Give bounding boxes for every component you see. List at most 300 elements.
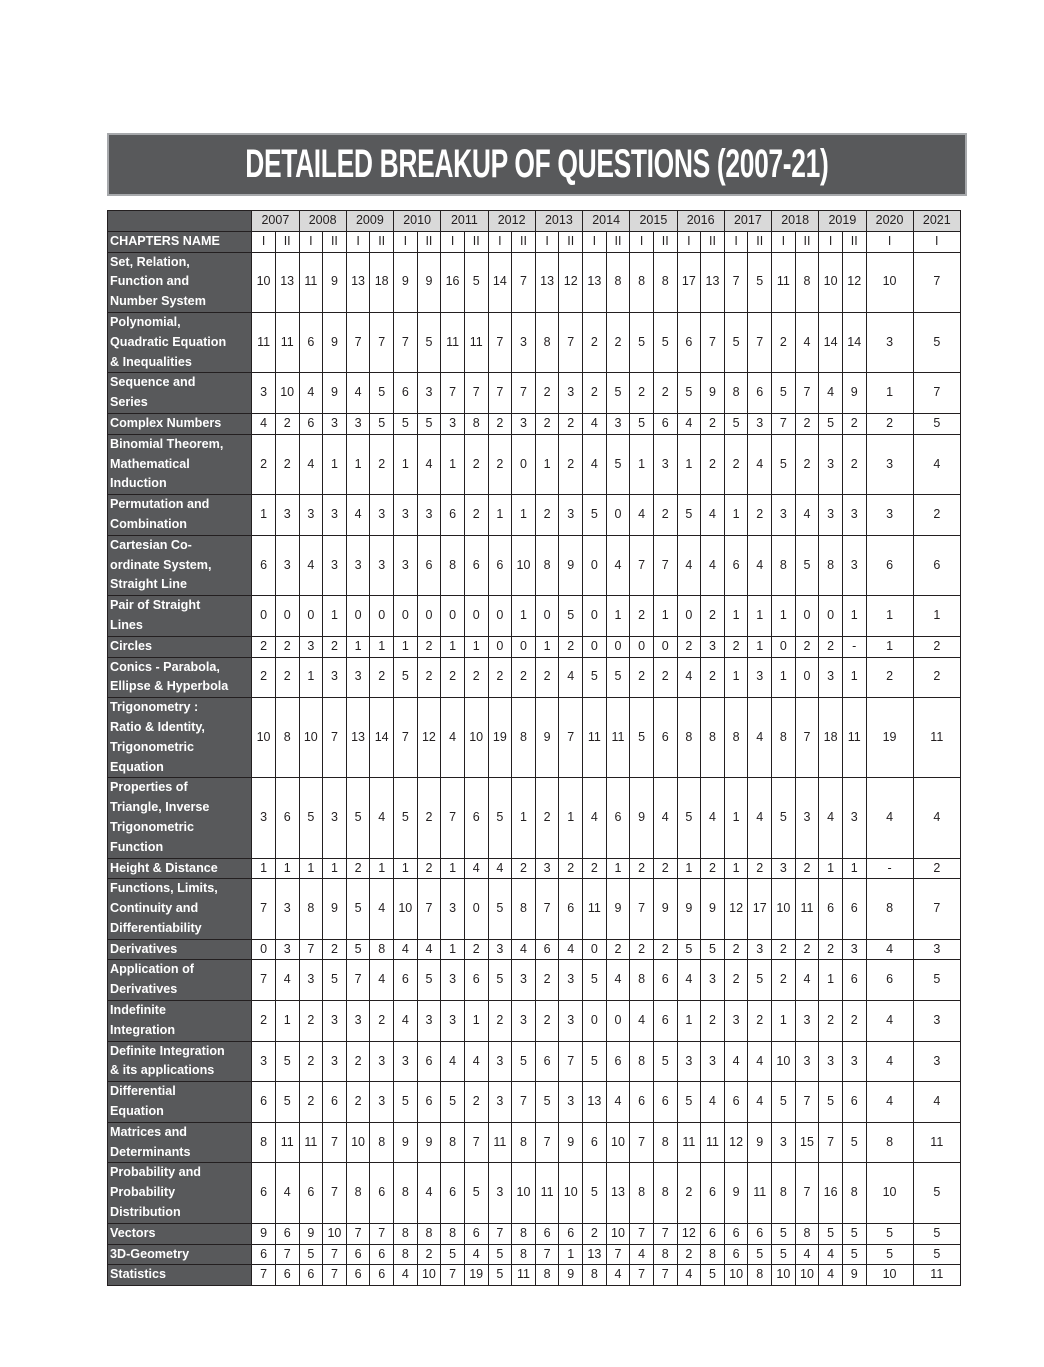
question-count: 7	[323, 1244, 347, 1265]
question-count: 8	[583, 1265, 607, 1286]
question-count: 8	[512, 1122, 536, 1163]
table-row	[108, 657, 961, 698]
question-count: 9	[417, 1122, 441, 1163]
question-count: 4	[559, 939, 583, 960]
question-count: 3	[559, 495, 583, 536]
question-count: 1	[346, 434, 370, 494]
question-count: 2	[653, 495, 677, 536]
question-count: 3	[748, 657, 772, 698]
question-count: 3	[842, 1041, 866, 1082]
table-row	[108, 1041, 961, 1082]
question-count: 4	[394, 1001, 418, 1042]
question-count: 7	[701, 312, 725, 372]
question-count: 10	[394, 879, 418, 939]
question-count: 11	[913, 1122, 960, 1163]
paper-label: I	[724, 231, 748, 252]
question-count: 6	[653, 413, 677, 434]
question-count: 3	[701, 1041, 725, 1082]
question-count: 4	[913, 434, 960, 494]
question-count: 2	[842, 413, 866, 434]
question-count: 8	[701, 1244, 725, 1265]
question-count: 11	[252, 312, 276, 372]
question-count: 2	[630, 939, 654, 960]
question-count: 6	[370, 1244, 394, 1265]
question-count: 8	[512, 1223, 536, 1244]
paper-label: I	[488, 231, 512, 252]
table-row	[108, 312, 961, 372]
question-count: 3	[441, 879, 465, 939]
question-count: 1	[299, 657, 323, 698]
question-count: 1	[299, 858, 323, 879]
question-count: 5	[772, 434, 796, 494]
question-count: 19	[464, 1265, 488, 1286]
question-count: 6	[488, 535, 512, 595]
question-count: 7	[630, 535, 654, 595]
question-count: 6	[842, 1082, 866, 1123]
question-count: 7	[370, 1223, 394, 1244]
question-count: 8	[394, 1244, 418, 1265]
question-count: 2	[252, 434, 276, 494]
table-row	[108, 1001, 961, 1042]
question-count: 7	[913, 879, 960, 939]
question-count: 4	[748, 1082, 772, 1123]
question-count: 2	[583, 373, 607, 414]
question-count: 1	[394, 434, 418, 494]
paper-label: I	[677, 231, 701, 252]
question-count: 10	[346, 1122, 370, 1163]
table-row	[108, 1265, 961, 1286]
question-count: 1	[441, 858, 465, 879]
question-count: 6	[370, 1265, 394, 1286]
table-row	[108, 434, 961, 494]
question-count: 11	[299, 1122, 323, 1163]
table-row	[108, 495, 961, 536]
chapter-name: Statistics	[108, 1265, 252, 1286]
question-count: 7	[512, 1082, 536, 1123]
question-count: 2	[417, 778, 441, 858]
question-count: 4	[677, 657, 701, 698]
question-count: 2	[701, 596, 725, 637]
question-count: 1	[677, 434, 701, 494]
question-count: 11	[488, 1122, 512, 1163]
question-count: 3	[842, 778, 866, 858]
question-count: 8	[252, 1122, 276, 1163]
table-row	[108, 939, 961, 960]
question-count: 6	[275, 1223, 299, 1244]
question-count: 11	[275, 312, 299, 372]
question-count: 6	[842, 960, 866, 1001]
question-count: 2	[370, 657, 394, 698]
question-count: 3	[724, 1001, 748, 1042]
question-count: 3	[346, 535, 370, 595]
question-count: 4	[394, 1265, 418, 1286]
question-count: 3	[559, 960, 583, 1001]
question-count: 4	[488, 858, 512, 879]
question-count: 6	[464, 535, 488, 595]
question-count: 6	[252, 1082, 276, 1123]
question-count: 0	[464, 879, 488, 939]
question-count: 1	[512, 596, 536, 637]
question-count: 5	[842, 1122, 866, 1163]
question-count: 5	[819, 1223, 843, 1244]
question-count: 2	[653, 939, 677, 960]
question-count: 1	[464, 636, 488, 657]
question-count: 1	[275, 858, 299, 879]
question-count: 6	[417, 1041, 441, 1082]
question-count: 3	[819, 1041, 843, 1082]
question-count: 6	[748, 1223, 772, 1244]
question-count: 8	[866, 1122, 913, 1163]
question-count: 1	[724, 657, 748, 698]
question-count: 3	[394, 495, 418, 536]
question-count: 3	[819, 657, 843, 698]
question-count: 2	[299, 1001, 323, 1042]
question-count: 6	[299, 312, 323, 372]
question-count: 2	[559, 858, 583, 879]
question-count: 2	[677, 1163, 701, 1223]
question-count: 3	[275, 535, 299, 595]
question-count: 4	[701, 535, 725, 595]
question-count: 10	[559, 1163, 583, 1223]
question-count: 0	[512, 636, 536, 657]
table-row	[108, 596, 961, 637]
question-count: 6	[370, 1163, 394, 1223]
question-count: 4	[417, 1163, 441, 1223]
question-count: 3	[866, 312, 913, 372]
question-count: 7	[323, 698, 347, 778]
question-count: 6	[535, 1041, 559, 1082]
question-count: 2	[795, 413, 819, 434]
question-breakup-table	[107, 210, 961, 1286]
chapter-name: Trigonometry : Ratio & Identity, Trigonometric Equation	[108, 698, 252, 778]
question-count: 5	[275, 1041, 299, 1082]
question-count: 7	[252, 879, 276, 939]
question-count: 9	[701, 373, 725, 414]
question-count: 14	[488, 252, 512, 312]
question-count: 1	[748, 596, 772, 637]
question-count: 7	[795, 1082, 819, 1123]
question-count: 5	[370, 373, 394, 414]
question-count: 1	[842, 657, 866, 698]
question-count: 18	[370, 252, 394, 312]
question-count: 12	[724, 879, 748, 939]
question-count: 8	[653, 1163, 677, 1223]
question-count: 1	[630, 434, 654, 494]
question-count: 5	[772, 1082, 796, 1123]
question-count: 11	[772, 252, 796, 312]
question-count: 2	[724, 636, 748, 657]
question-count: 5	[819, 413, 843, 434]
question-count: 10	[299, 698, 323, 778]
paper-label: I	[819, 231, 843, 252]
question-count: 11	[748, 1163, 772, 1223]
question-count: 5	[772, 1244, 796, 1265]
question-count: 11	[583, 879, 607, 939]
chapter-name: Application of Derivatives	[108, 960, 252, 1001]
question-count: 4	[512, 939, 536, 960]
question-count: 1	[866, 373, 913, 414]
question-count: 8	[724, 373, 748, 414]
chapter-name: Pair of Straight Lines	[108, 596, 252, 637]
table-row	[108, 1082, 961, 1123]
question-count: 5	[370, 413, 394, 434]
paper-label: II	[748, 231, 772, 252]
question-count: 7	[464, 1122, 488, 1163]
question-count: 19	[866, 698, 913, 778]
question-count: 2	[724, 434, 748, 494]
question-count: 0	[488, 636, 512, 657]
question-count: 0	[417, 596, 441, 637]
chapter-name: Differential Equation	[108, 1082, 252, 1123]
question-count: 6	[701, 1163, 725, 1223]
question-count: 5	[323, 960, 347, 1001]
question-count: 2	[559, 636, 583, 657]
question-count: 16	[819, 1163, 843, 1223]
question-count: 6	[299, 1163, 323, 1223]
chapter-name: Set, Relation, Function and Number System	[108, 252, 252, 312]
question-count: 1	[323, 596, 347, 637]
question-count: 9	[559, 1122, 583, 1163]
question-count: 7	[464, 373, 488, 414]
question-count: 6	[630, 1082, 654, 1123]
paper-label: I	[252, 231, 276, 252]
question-count: 4	[583, 413, 607, 434]
question-count: 2	[677, 636, 701, 657]
question-count: 5	[299, 1244, 323, 1265]
question-count: 5	[677, 495, 701, 536]
question-count: 2	[724, 939, 748, 960]
question-count: 2	[417, 636, 441, 657]
question-count: 7	[394, 312, 418, 372]
question-count: 7	[275, 1244, 299, 1265]
question-count: 11	[464, 312, 488, 372]
paper-label: I	[772, 231, 796, 252]
question-count: 2	[252, 636, 276, 657]
question-count: 8	[441, 1223, 465, 1244]
question-count: 8	[653, 1122, 677, 1163]
table-row	[108, 1122, 961, 1163]
question-count: 13	[535, 252, 559, 312]
question-count: 2	[370, 434, 394, 494]
question-count: 3	[842, 495, 866, 536]
question-count: 12	[559, 252, 583, 312]
question-count: 9	[842, 373, 866, 414]
question-count: 0	[795, 657, 819, 698]
question-count: 4	[748, 1041, 772, 1082]
question-count: 3	[275, 495, 299, 536]
question-count: 3	[559, 373, 583, 414]
question-count: 7	[346, 960, 370, 1001]
question-count: 9	[394, 252, 418, 312]
question-count: 3	[441, 1001, 465, 1042]
question-count: 5	[677, 778, 701, 858]
question-count: 1	[464, 1001, 488, 1042]
question-count: 6	[724, 1244, 748, 1265]
question-count: 2	[488, 657, 512, 698]
question-count: 3	[417, 495, 441, 536]
question-count: 1	[866, 596, 913, 637]
question-count: 7	[606, 1244, 630, 1265]
question-count: 0	[606, 495, 630, 536]
question-count: 12	[677, 1223, 701, 1244]
question-count: 2	[535, 413, 559, 434]
question-count: 7	[535, 1244, 559, 1265]
question-count: 8	[819, 535, 843, 595]
question-count: 4	[370, 879, 394, 939]
question-count: 11	[701, 1122, 725, 1163]
question-count: 8	[441, 1122, 465, 1163]
question-count: 9	[299, 1223, 323, 1244]
question-count: 4	[606, 960, 630, 1001]
question-count: 3	[417, 1001, 441, 1042]
year-header: 2018	[772, 211, 819, 232]
paper-label: II	[275, 231, 299, 252]
question-count: 1	[866, 636, 913, 657]
question-count: 5	[417, 413, 441, 434]
question-count: 8	[512, 698, 536, 778]
question-count: 6	[653, 1082, 677, 1123]
question-count: 7	[653, 1223, 677, 1244]
question-count: 1	[559, 1244, 583, 1265]
question-count: 4	[748, 434, 772, 494]
question-count: 17	[748, 879, 772, 939]
question-count: 2	[701, 657, 725, 698]
question-count: 6	[299, 1265, 323, 1286]
question-count: 3	[842, 939, 866, 960]
question-count: 4	[370, 960, 394, 1001]
question-count: 7	[535, 879, 559, 939]
chapter-name: Probability and Probability Distribution	[108, 1163, 252, 1223]
question-count: 5	[464, 1163, 488, 1223]
question-count: 3	[323, 495, 347, 536]
question-count: 10	[252, 698, 276, 778]
question-count: 4	[583, 434, 607, 494]
question-count: 2	[748, 858, 772, 879]
question-count: 3	[346, 657, 370, 698]
chapter-name: Conics - Parabola, Ellipse & Hyperbola	[108, 657, 252, 698]
question-count: 5	[772, 778, 796, 858]
question-count: 5	[488, 960, 512, 1001]
question-count: 4	[913, 1082, 960, 1123]
question-count: 1	[606, 858, 630, 879]
question-count: 5	[701, 1265, 725, 1286]
question-count: 0	[512, 434, 536, 494]
question-count: 5	[441, 1244, 465, 1265]
question-count: 11	[606, 698, 630, 778]
question-count: 5	[606, 373, 630, 414]
question-count: 1	[488, 495, 512, 536]
question-count: 3	[677, 1041, 701, 1082]
question-count: 3	[748, 413, 772, 434]
question-count: 11	[299, 252, 323, 312]
question-count: 0	[677, 596, 701, 637]
question-count: 8	[299, 879, 323, 939]
question-count: 5	[441, 1082, 465, 1123]
table-row	[108, 1223, 961, 1244]
question-count: 2	[795, 434, 819, 494]
question-count: 3	[512, 312, 536, 372]
chapter-name: Derivatives	[108, 939, 252, 960]
question-count: 5	[653, 1041, 677, 1082]
question-count: 4	[724, 1041, 748, 1082]
question-count: 5	[394, 657, 418, 698]
question-count: 2	[417, 657, 441, 698]
question-count: 3	[819, 434, 843, 494]
question-count: 2	[630, 657, 654, 698]
question-count: 5	[488, 1244, 512, 1265]
title-banner	[107, 133, 967, 196]
year-header: 2012	[488, 211, 535, 232]
question-count: 3	[394, 535, 418, 595]
question-count: 1	[275, 1001, 299, 1042]
question-count: 2	[866, 657, 913, 698]
paper-label: I	[441, 231, 465, 252]
question-count: 2	[370, 1001, 394, 1042]
question-count: 7	[630, 1122, 654, 1163]
question-count: 4	[346, 495, 370, 536]
question-count: 1	[370, 636, 394, 657]
question-count: 2	[512, 858, 536, 879]
question-count: 11	[275, 1122, 299, 1163]
question-count: 5	[913, 1163, 960, 1223]
question-count: 7	[630, 879, 654, 939]
table-row	[108, 698, 961, 778]
chapters-name-header: CHAPTERS NAME	[108, 231, 252, 252]
question-count: 6	[583, 1122, 607, 1163]
question-count: 10	[512, 1163, 536, 1223]
question-count: 7	[488, 1223, 512, 1244]
question-count: 6	[913, 535, 960, 595]
question-count: 0	[795, 596, 819, 637]
question-count: 6	[559, 879, 583, 939]
question-count: 8	[772, 1163, 796, 1223]
paper-label: II	[512, 231, 536, 252]
year-header: 2007	[252, 211, 299, 232]
table-row	[108, 858, 961, 879]
question-count: 3	[772, 1122, 796, 1163]
question-count: 19	[488, 698, 512, 778]
question-count: 5	[701, 939, 725, 960]
question-count: 9	[724, 1163, 748, 1223]
question-count: 3	[299, 495, 323, 536]
question-count: 6	[535, 1223, 559, 1244]
question-count: 5	[842, 1244, 866, 1265]
question-count: 2	[464, 495, 488, 536]
question-count: 13	[346, 252, 370, 312]
question-count: 3	[653, 434, 677, 494]
question-count: 5	[394, 1082, 418, 1123]
question-count: 6	[299, 413, 323, 434]
question-count: 4	[795, 1244, 819, 1265]
question-count: 0	[583, 1001, 607, 1042]
question-count: 4	[606, 535, 630, 595]
question-count: 16	[441, 252, 465, 312]
question-count: 7	[630, 1223, 654, 1244]
question-count: 0	[583, 535, 607, 595]
year-header-row	[108, 211, 961, 232]
question-count: 8	[512, 879, 536, 939]
question-count: 5	[677, 373, 701, 414]
question-count: 2	[913, 858, 960, 879]
question-count: 8	[795, 252, 819, 312]
question-count: 14	[819, 312, 843, 372]
paper-label: I	[866, 231, 913, 252]
question-count: 2	[748, 495, 772, 536]
question-count: 5	[346, 939, 370, 960]
question-count: 10	[606, 1122, 630, 1163]
question-count: 4	[866, 1001, 913, 1042]
question-count: 11	[913, 1265, 960, 1286]
